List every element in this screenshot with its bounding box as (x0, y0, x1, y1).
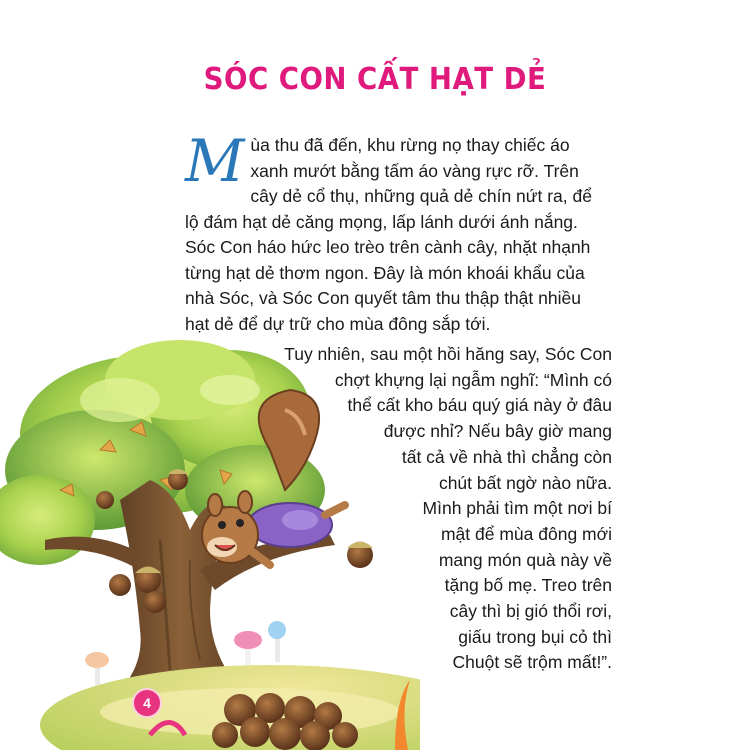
paragraph-1 (185, 127, 605, 337)
paragraph-2-line: chợt khựng lại ngẫm nghĩ: “Mình có (334, 369, 612, 390)
paragraph-2-line: Chuột sẽ trộm mất!”. (452, 652, 612, 673)
paragraph-2-line: tất cả về nhà thì chẳng còn (401, 446, 612, 467)
paragraph-2-line: cây thì bị gió thổi rơi, (449, 601, 612, 622)
paragraph-2-line: mang món quà này về (438, 549, 612, 570)
paragraph-2 (240, 342, 612, 676)
paragraph-2-line: tặng bố mẹ. Treo trên (444, 575, 612, 596)
paragraph-2-line: Tuy nhiên, sau một hồi hăng say, Sóc Con (284, 344, 612, 364)
paragraph-1-text: ùa thu đã đến, khu rừng nọ thay chiếc áo xanh mướt bằng tấm áo vàng rực rỡ. Trên cây dẻ cổ thụ, những quả dẻ chín nứt ra, để lộ đám hạt dẻ căng mọng, lấp lánh dưới ánh nắng. Sóc Con háo hức leo trèo trên cành cây, nhặt nhạnh từng hạt dẻ thơm ngon. Đây là món khoái khẩu của nhà Sóc, và Sóc Con quyết tâm thu thập thật nhiều hạt dẻ để dự trữ cho mùa đông sắp tới. (185, 135, 592, 334)
paragraph-2-line: được nhỉ? Nếu bây giờ mang (383, 421, 612, 442)
page-number-badge: 4 (132, 688, 162, 718)
paragraph-2-line: mật để mùa đông mới (440, 523, 612, 544)
paragraph-2-line: giấu trong bụi cỏ thì (458, 626, 612, 647)
paragraph-2-line: chút bất ngờ nào nữa. (438, 472, 612, 493)
paragraph-2-line: thể cất kho báu quý giá này ở đâu (347, 395, 612, 416)
paragraph-2-line: Mình phải tìm một nơi bí (422, 498, 612, 519)
story-title: SÓC CON CẤT HẠT DẺ (203, 62, 547, 97)
drop-cap-letter: M (185, 127, 245, 195)
